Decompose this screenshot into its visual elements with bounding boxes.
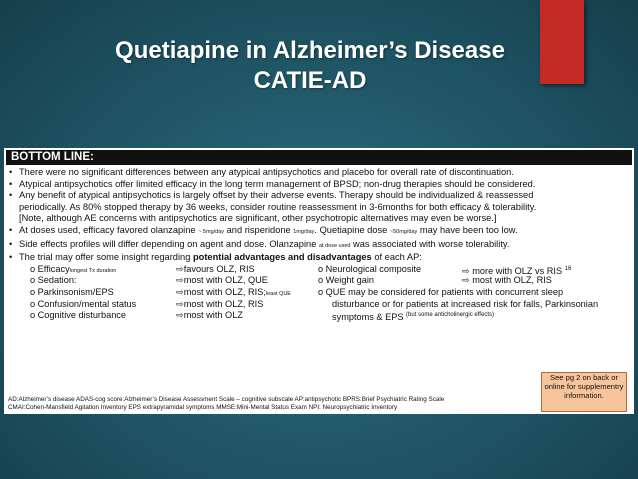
item-value-text: ⇨ more with OLZ vs RIS [462,265,563,276]
dose-text: and risperidone [224,224,291,235]
comparison-columns [4,264,634,328]
item-key-sup: (but some anticholinergic effects) [406,312,494,319]
list-item [30,310,330,322]
callout-line: information. [564,391,604,400]
item-value: ⇨favours OLZ, RIS [176,263,255,274]
item-value: ⇨most with OLZ, QUE [176,275,268,286]
bullet-item: • There were no significant differences between any atypical antipsychotics and placebo for overall rate of discontinuation. [8,167,628,179]
trial-text: The trial may offer some insight regarding [19,252,193,263]
slide-title-line1: Quetiapine in Alzheimer’s Disease [115,37,505,64]
list-item [318,275,628,287]
dose-text: may have been too low. [417,224,518,235]
list-item [318,264,628,276]
bullet-note: [Note, although AE concerns with antipsychotics are significant, other psychotropic alternatives may even be worse.] [19,213,497,224]
citation-sup: 16 [564,265,572,272]
item-key: o Parkinsonism/EPS [30,286,114,297]
item-key-text: symptoms & EPS [332,312,404,323]
item-key: disturbance or for patients at increased risk for falls, Parkinsonian [332,298,599,309]
dose-sub: ~ 5mg/day [198,228,225,235]
bullet-list [4,167,634,264]
list-item [30,264,330,276]
list-item [318,310,628,322]
item-key: o Confusion/mental status [30,298,137,309]
item-key-text: o Efficacy [30,263,70,274]
item-value-text: ⇨most with OLZ, RIS; [176,286,266,297]
bottom-line-panel [4,148,634,414]
item-key: o Sedation: [30,275,77,286]
footnote-line: CMAI:Cohen-Mansfield Agitation Inventory EPS extrapyramidal symptoms MMSE:Mini-Mental Status Exam NPI: Neuropsychiatric Inventory [8,404,398,411]
side-sub: at dose used [318,242,351,249]
slide-title-line2: CATIE-AD [253,67,367,94]
item-key [332,310,494,324]
item-key: o QUE may be considered for patients with concurrent sleep [318,286,564,297]
right-column [318,264,628,322]
bullet-item [8,190,628,225]
item-key: o Weight gain [318,275,375,286]
callout-line: online for supplementry [544,382,624,391]
abbreviations-footnote [8,396,444,412]
item-value: ⇨most with OLZ [176,310,243,321]
supplementary-callout [541,372,627,412]
item-value-sub: least QUE [265,290,291,297]
side-text: was associated with worse tolerability. [350,238,510,249]
list-item [318,287,628,299]
left-column [30,264,330,322]
list-item [30,299,330,311]
item-value: ⇨ most with OLZ, RIS [462,275,552,286]
bullet-text-cont: periodically. As 80% stopped therapy by 36 weeks, consider routine reassessment in 3-6months for both efficacy & tolerability. [19,201,537,212]
list-item [30,275,330,287]
list-item [318,299,628,311]
item-key: o Cognitive disturbance [30,310,127,321]
dose-text: . Quetiapine dose [314,224,388,235]
slide-title [40,36,580,96]
dose-sub: ~50mg/day [389,228,418,235]
bullet-item-trial [8,252,628,264]
panel-header: BOTTOM LINE: [6,150,632,165]
dose-sub: 1mg/day [293,228,315,235]
trial-text: of each AP: [371,252,422,263]
dose-text: At doses used, efficacy favored olanzapine [19,224,196,235]
bullet-item: • Atypical antipsychotics offer limited efficacy in the long term management of BPSD; non-drug therapies should be considered. [8,179,628,191]
bullet-text: Any benefit of atypical antipsychotics is largely offset by their adverse events. Therapy should be individualized & reassessed [19,190,534,201]
trial-emphasis: potential advantages and disadvantages [192,252,372,263]
item-key-sub: longest Tx duration [69,267,117,274]
bullet-item-side [8,239,628,253]
list-item [30,287,330,299]
callout-line: See pg 2 on back or [550,373,618,382]
item-key: o Neurological composite [318,263,422,274]
bullet-item-dose [8,225,628,239]
side-text: Side effects profiles will differ depending on agent and dose. Olanzapine [19,238,317,249]
footnote-line: AD:Alzheimer’s disease ADAS-cog score:Alzheimer’s Disease Assessment Scale – cognitive subscale AP:antipsychotic BPRS:Brief Psychiatric Rating Scale [8,396,445,403]
item-value: ⇨most with OLZ, RIS [176,298,264,309]
